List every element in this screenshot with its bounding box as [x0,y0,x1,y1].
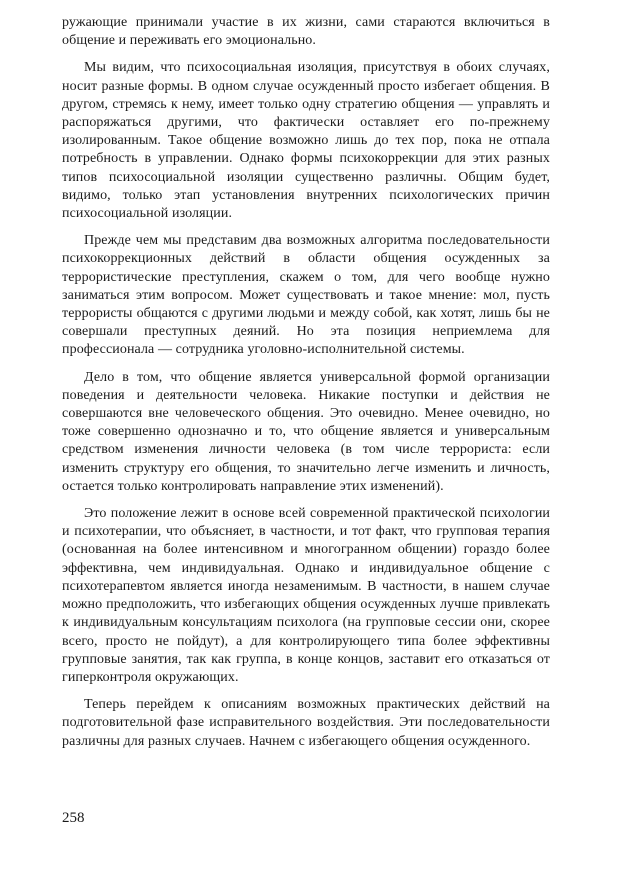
paragraph: Прежде чем мы представим два возможных алгоритма последовательности психокоррекционных действий в области общения осужденных за террористические преступления, скажем о том, для чего вообще нужно заниматься этим вопросом. Может существовать и такое мнение: мол, пусть террористы общаются с другими людьми и между собой, как хотят, лишь бы не совершали преступных деяний. Но эта позиция неприемлема для профессионала — сотрудника уголовно-исполнительной системы. [62,233,550,358]
paragraph: Теперь перейдем к описаниям возможных практических действий на подготовительной фазе исправительного воздействия. Эти последовательности различны для разных случаев. Начнем с избегающего общения осужденного. [62,697,550,749]
page-number: 258 [62,810,85,826]
body-text [62,14,550,751]
paragraph: Дело в том, что общение является универсальной формой организации поведения и деятельности человека. Никакие поступки и действия не совершаются вне человеческого общения. Это очевидно. Менее очевидно, но тоже совершенно однозначно и то, что общение является и универсальным средством изменения личности человека (в том числе террориста: если изменить структуру его общения, то значительно легче изменить и личность, остается только контролировать направление этих изменений). [62,369,550,494]
paragraph: Мы видим, что психосоциальная изоляция, присутствуя в обоих случаях, носит разные формы. В одном случае осужденный просто избегает общения. В другом, стремясь к нему, имеет только одну стратегию общения — управлять и распоряжаться другими, что фактически оставляет его по-прежнему изолированным. Такое общение возможно лишь до тех пор, пока не отпала потребность в управлении. Однако формы психокоррекции для этих разных типов психосоциальной изоляции существенно различны. Общим будет, видимо, только этап установления внутренних психологических причин психосоциальной изоляции. [62,60,550,222]
paragraph: Это положение лежит в основе всей современной практической психологии и психотерапии, что объясняет, в частности, и тот факт, что групповая терапия (основанная на более интенсивном и многогранном общении) гораздо более эффективна, чем индивидуальная. Однако и индивидуальное общение с психотерапевтом является иногда незаменимым. В частности, в нашем случае можно предположить, что избегающих общения осужденных лучше привлекать к индивидуальным консультациям психолога (на групповые сессии они, скорее всего, просто не пойдут), а для контролирующего типа более эффективны групповые занятия, так как группа, в конце концов, заставит его отказаться от гиперконтроля окружающих. [62,506,550,685]
paragraph: ружающие принимали участие в их жизни, сами стараются включиться в общение и переживать его эмоционально. [62,15,550,49]
